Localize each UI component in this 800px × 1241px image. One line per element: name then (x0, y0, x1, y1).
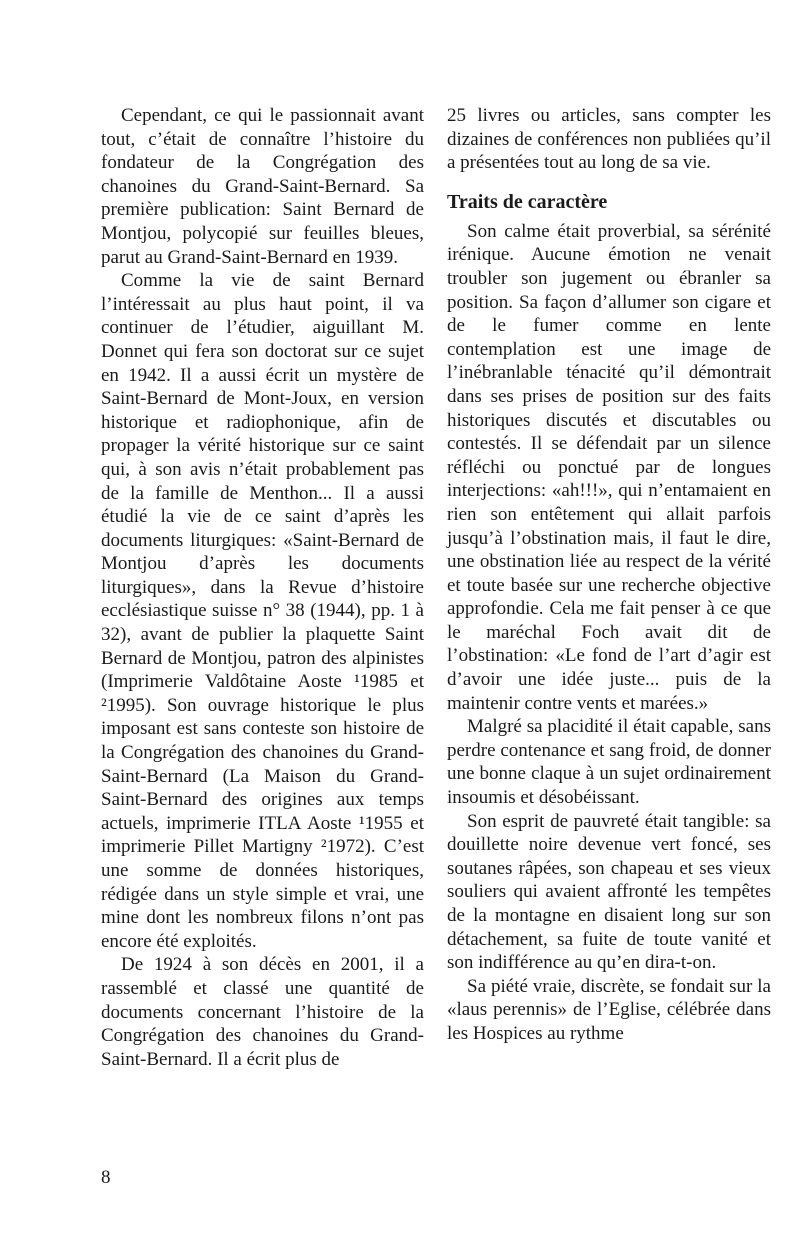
paragraph-continuation: 25 livres ou articles, sans compter les dizaines de conférences non publiées qu’il a présentées tout au long de sa vie. (447, 105, 771, 174)
right-column (447, 104, 771, 1046)
paragraph-calm: Son calme était proverbial, sa sérénité irénique. Aucune émotion ne venait troubler son jugement ou ébranler sa position. Sa façon d’allumer son cigare et de le fumer comme en lente contemplation est une image de l’inébranlable ténacité qu’il démontrait dans ses prises de position sur des faits historiques discutés et discutables ou contestés. Il se défendait par un silence réfléchi ou ponctué par de longues interjections: «ah!!!», qui n’entamaient en rien son entêtement qui allait parfois jusqu’à l’obstination mais, il faut le dire, une obstination liée au respect de la vérité et toute basée sur une recherche objective approfondie. Cela me fait penser à ce que le maréchal Foch avait dit de l’obstination: «Le fond de l’art d’agir est d’avoir une idée juste... puis de la maintenir contre vents et marées.» (447, 220, 771, 714)
left-column (101, 104, 424, 1071)
paragraph-poverty: Son esprit de pauvreté était tangible: sa douillette noire devenue vert foncé, ses soutanes râpées, son chapeau et ses vieux souliers qui avaient affronté les tempêtes de la montagne en disaient long sur son détachement, sa fuite de toute vanité et son indifférence au qu’en dira-t-on. (447, 810, 771, 974)
paragraph-saint-bernard-studies: Comme la vie de saint Bernard l’intéressait au plus haut point, il va continuer de l’étudier, aiguillant M. Donnet qui fera son doctorat sur ce sujet en 1942. Il a aussi écrit un mystère de Saint-Bernard de Mont-Joux, en version historique et radiophonique, afin de propager la vérité historique sur ce saint qui, à son avis n’était probablement pas de la famille de Menthon... Il a aussi étudié la vie de ce saint d’après les documents liturgiques: «Saint-Bernard de Montjou d’après les documents liturgiques», dans la Revue d’histoire ecclésiastique suisse n° 38 (1944), pp. 1 à 32), avant de publier la plaquette Saint Bernard de Montjou, patron des alpinistes (Imprimerie Valdôtaine Aoste ¹1985 et ²1995). Son ouvrage historique le plus imposant est sans conteste son histoire de la Congrégation des chanoines du Grand-Saint-Bernard (La Maison du Grand-Saint-Bernard des origines aux temps actuels, imprimerie ITLA Aoste ¹1955 et imprimerie Pillet Martigny ²1972). C’est une somme de données historiques, rédigée dans un style simple et vrai, une mine dont les nombreux filons n’ont pas encore été exploités. (101, 270, 424, 952)
paragraph-piety: Sa piété vraie, discrète, se fondait sur la «laus perennis» de l’Eglise, célébrée dans les Hospices au rythme (447, 975, 771, 1044)
paragraph-placidity: Malgré sa placidité il était capable, sans perdre contenance et sang froid, de donner une bonne claque à un sujet ordinairement insoumis et désobéissant. (447, 716, 771, 809)
paragraph-first-publication: Cependant, ce qui le passionnait avant tout, c’était de connaître l’histoire du fondateur de la Congrégation des chanoines du Grand-Saint-Bernard. Sa première publication: Saint Bernard de Montjou, polycopié sur feuilles bleues, parut au Grand-Saint-Bernard en 1939. (101, 105, 424, 268)
paragraph-documents-collection: De 1924 à son décès en 2001, il a rassemblé et classé une quantité de documents concernant l’histoire de la Congrégation des chanoines du Grand-Saint-Bernard. Il a écrit plus de (101, 954, 424, 1070)
page-number: 8 (101, 1167, 111, 1188)
section-heading: Traits de caractère (447, 190, 608, 213)
